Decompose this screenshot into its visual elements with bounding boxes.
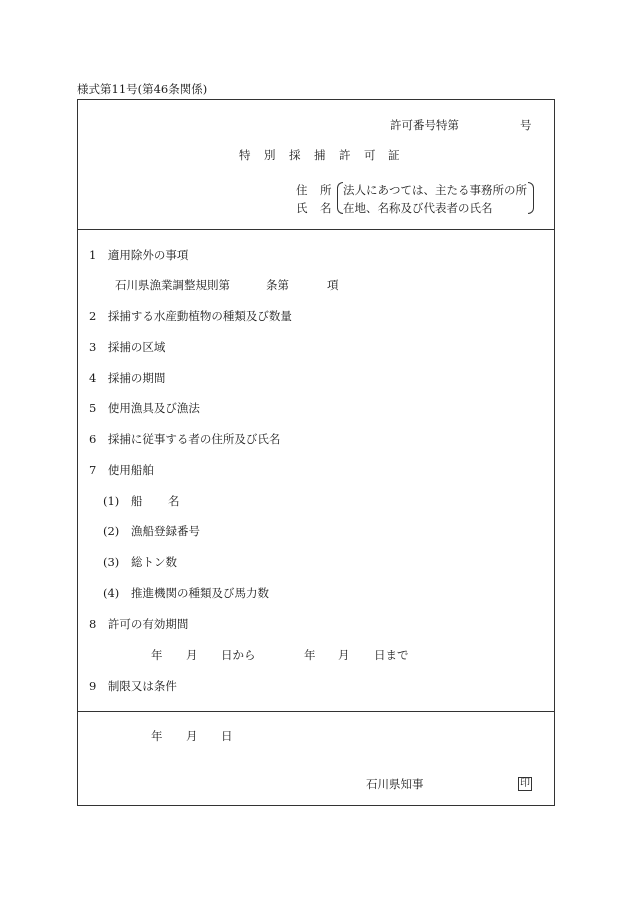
corporate-note-line1: 法人にあつては、主たる事務所の所 [343,183,527,197]
seal-mark: 印 [520,778,530,789]
item-7-4-number: (4) [103,586,120,600]
title-char: 証 [388,148,400,162]
item-7-4-engine: 推進機関の種類及び馬力数 [131,586,269,600]
address-label-char: 住 [296,183,308,197]
period-to-month: 月 [338,648,350,662]
title-char: 特 [239,148,251,162]
period-from-year: 年 [151,648,163,662]
issue-month: 月 [186,729,198,743]
period-to-year: 年 [304,648,316,662]
item-1-paragraph: 項 [327,278,339,292]
item-3-area: 3 採捕の区域 [89,340,166,354]
name-label-char: 名 [320,201,332,215]
item-7-1-number: (1) [103,494,120,508]
title-char: 採 [289,148,301,162]
title-char: 捕 [314,148,326,162]
item-9-conditions: 9 制限又は条件 [89,679,177,693]
item-1-rule-prefix: 石川県漁業調整規則第 [115,278,230,292]
item-5-gear: 5 使用漁具及び漁法 [89,401,200,415]
item-7-3-tonnage: 総トン数 [131,555,177,569]
item-7-vessel: 7 使用船舶 [89,463,154,477]
permit-number-prefix: 許可番号特第 [390,118,459,132]
issue-year: 年 [151,729,163,743]
name-label-char: 氏 [296,201,308,215]
note-bracket-right [528,182,534,214]
address-label-char: 所 [320,183,332,197]
item-7-1-char: 船 [131,494,143,508]
issue-day: 日 [221,729,233,743]
period-from-day: 日から [221,648,256,662]
item-8-validity: 8 許可の有効期間 [89,617,189,631]
item-2-species: 2 採捕する水産動植物の種類及び数量 [89,309,292,323]
period-to-day: 日まで [374,648,409,662]
issuer-governor: 石川県知事 [366,777,424,791]
form-number-label: 様式第11号(第46条関係) [77,82,208,96]
item-7-3-number: (3) [103,555,120,569]
corporate-note-line2: 在地、名称及び代表者の氏名 [343,201,493,215]
title-char: 別 [264,148,276,162]
item-7-2-registration: 漁船登録番号 [131,524,200,538]
item-4-period: 4 採捕の期間 [89,371,166,385]
title-char: 可 [364,148,376,162]
title-char: 許 [339,148,351,162]
footer-divider [77,711,555,712]
header-divider [77,229,555,230]
item-7-1-char: 名 [168,494,180,508]
period-from-month: 月 [186,648,198,662]
permit-number-suffix: 号 [520,118,532,132]
item-6-workers: 6 採捕に従事する者の住所及び氏名 [89,432,281,446]
item-7-2-number: (2) [103,524,120,538]
item-1-article: 条第 [266,278,289,292]
item-1-exemption: 1 適用除外の事項 [89,248,189,262]
